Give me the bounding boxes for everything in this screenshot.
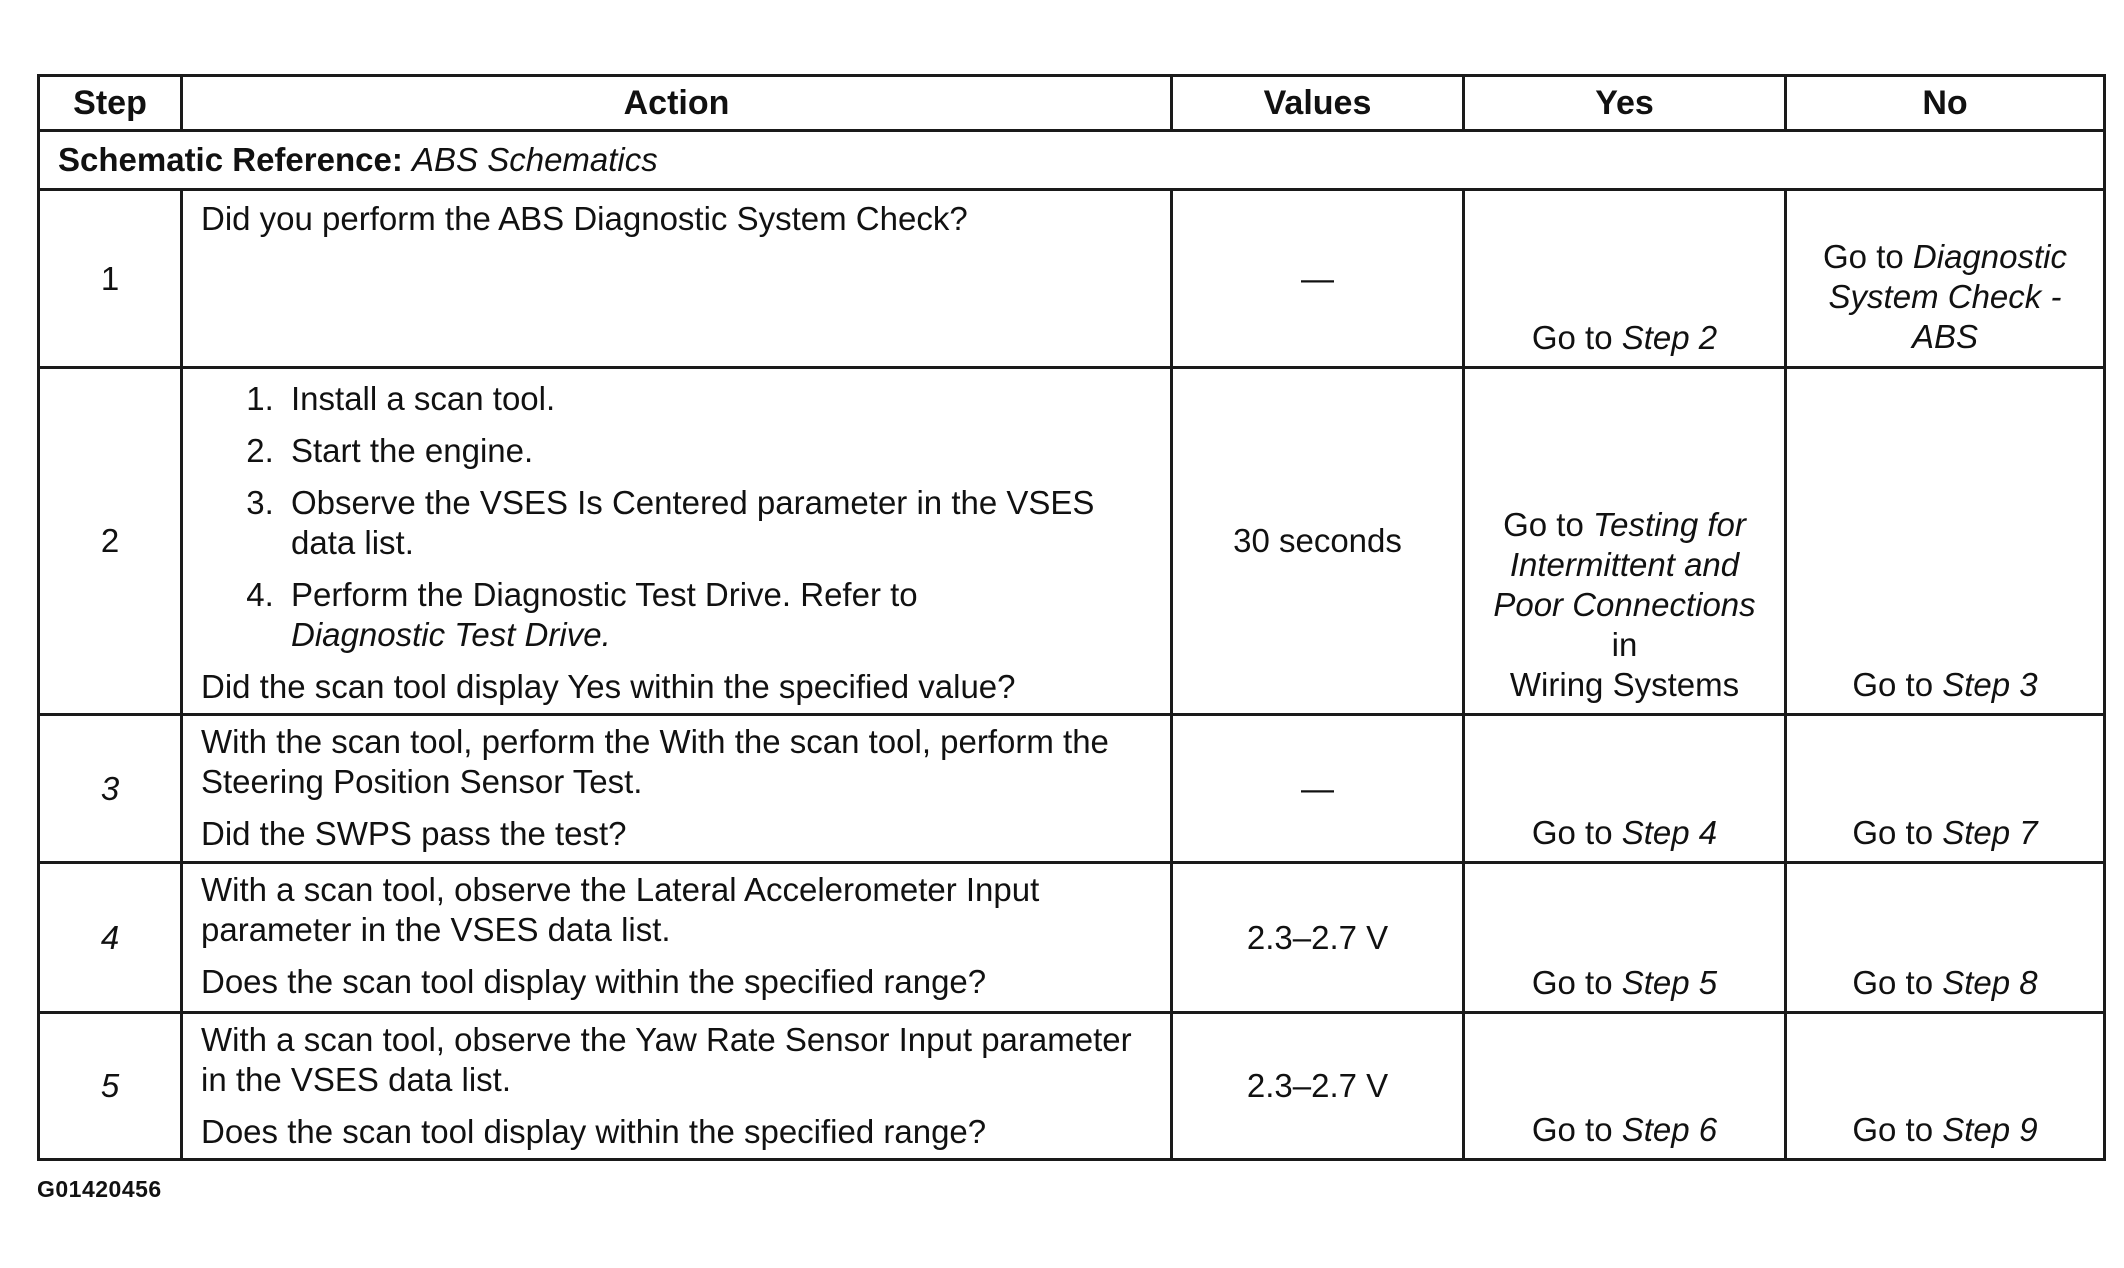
step-number: 4	[100, 918, 120, 956]
value-cell: 2.3–2.7 V	[1172, 863, 1464, 1013]
yes-link[interactable]: Step 2	[1621, 319, 1718, 356]
no-link[interactable]: Step 3	[1942, 666, 2038, 703]
step-number: 3	[100, 769, 120, 807]
no-prefix: Go to	[1823, 238, 1913, 275]
table-row	[39, 1013, 2105, 1160]
table-row	[39, 863, 2105, 1013]
step-number: 5	[100, 1067, 120, 1104]
action-cell	[182, 715, 1172, 863]
yes-cell	[1464, 190, 1786, 368]
step-cell	[39, 715, 182, 863]
action-cell	[182, 1013, 1172, 1160]
action-question: Does the scan tool display within the specified range?	[201, 1113, 987, 1150]
substep-item: 2. Start the engine.	[283, 431, 1152, 471]
header-step: Step	[39, 76, 182, 131]
action-text: With a scan tool, observe the Lateral Accelerometer Input parameter in the VSES data list.	[201, 871, 1040, 948]
action-text: With the scan tool, perform the With the scan tool, perform the Steering Position Sensor Test.	[201, 723, 1109, 800]
yes-prefix: Go to	[1531, 964, 1622, 1001]
yes-link[interactable]: Step 5	[1621, 964, 1718, 1001]
yes-prefix: Go to	[1531, 814, 1622, 851]
schematic-reference-row	[39, 131, 2105, 190]
schematic-reference	[39, 131, 2105, 190]
figure-id: G01420456	[37, 1176, 162, 1202]
no-cell	[1786, 863, 2105, 1013]
action-cell	[182, 863, 1172, 1013]
no-prefix: Go to	[1852, 964, 1943, 1001]
header-action: Action	[182, 76, 1172, 131]
no-prefix: Go to	[1852, 1111, 1943, 1148]
yes-cell	[1464, 863, 1786, 1013]
yes-cell	[1464, 368, 1786, 715]
no-link[interactable]: Step 8	[1942, 964, 2038, 1001]
action-question: Did the scan tool display Yes within the specified value?	[201, 668, 1016, 705]
step-cell	[39, 1013, 182, 1160]
no-cell	[1786, 368, 2105, 715]
yes-prefix: Go to	[1503, 506, 1593, 543]
value-cell: 30 seconds	[1172, 368, 1464, 715]
yes-prefix: Go to	[1531, 319, 1622, 356]
action-cell	[182, 368, 1172, 715]
yes-mid: in	[1611, 626, 1638, 663]
substep-list	[201, 379, 1152, 655]
schematic-label: Schematic Reference:	[58, 141, 403, 178]
diagnostic-table	[37, 74, 2106, 1161]
header-yes: Yes	[1464, 76, 1786, 131]
yes-link[interactable]: Step 6	[1621, 1111, 1718, 1148]
step-number: 1	[39, 190, 182, 368]
no-link[interactable]: Step 7	[1942, 814, 2038, 851]
yes-prefix: Go to	[1531, 1111, 1622, 1148]
table-row	[39, 715, 2105, 863]
step-number: 2	[39, 368, 182, 715]
substep-item	[283, 575, 1152, 655]
yes-link[interactable]: Step 4	[1621, 814, 1718, 851]
yes-cell	[1464, 1013, 1786, 1160]
no-prefix: Go to	[1852, 666, 1943, 703]
header-values: Values	[1172, 76, 1464, 131]
value-cell: —	[1172, 715, 1464, 863]
no-cell	[1786, 1013, 2105, 1160]
substep-item: 1. Install a scan tool.	[283, 379, 1152, 419]
action-question: Does the scan tool display within the specified range?	[201, 963, 987, 1000]
no-cell	[1786, 190, 2105, 368]
table-row	[39, 190, 2105, 368]
step-cell	[39, 863, 182, 1013]
yes-suffix: Wiring Systems	[1509, 666, 1740, 703]
diagnostic-table-sheet	[37, 74, 2106, 1161]
no-prefix: Go to	[1852, 814, 1943, 851]
table-row	[39, 368, 2105, 715]
no-cell	[1786, 715, 2105, 863]
no-link[interactable]: Step 9	[1942, 1111, 2038, 1148]
value-cell: —	[1172, 190, 1464, 368]
action-question: Did you perform the ABS Diagnostic System Check?	[201, 200, 968, 237]
yes-cell	[1464, 715, 1786, 863]
value-cell: 2.3–2.7 V	[1172, 1013, 1464, 1160]
no-link[interactable]: Diagnostic System Check - ABS	[1828, 238, 2067, 355]
schematic-link[interactable]: ABS Schematics	[412, 141, 658, 178]
substep-link[interactable]: Diagnostic Test Drive.	[291, 616, 611, 653]
table-header-row	[39, 76, 2105, 131]
substep-text: Perform the Diagnostic Test Drive. Refer to	[291, 576, 918, 613]
header-no: No	[1786, 76, 2105, 131]
action-cell	[182, 190, 1172, 368]
substep-item: 3. Observe the VSES Is Centered parameter in the VSES data list.	[283, 483, 1152, 563]
action-text: With a scan tool, observe the Yaw Rate Sensor Input parameter in the VSES data list.	[201, 1021, 1132, 1098]
action-question: Did the SWPS pass the test?	[201, 815, 627, 852]
yes-link[interactable]: Testing for Intermittent and Poor Connections	[1493, 506, 1756, 623]
